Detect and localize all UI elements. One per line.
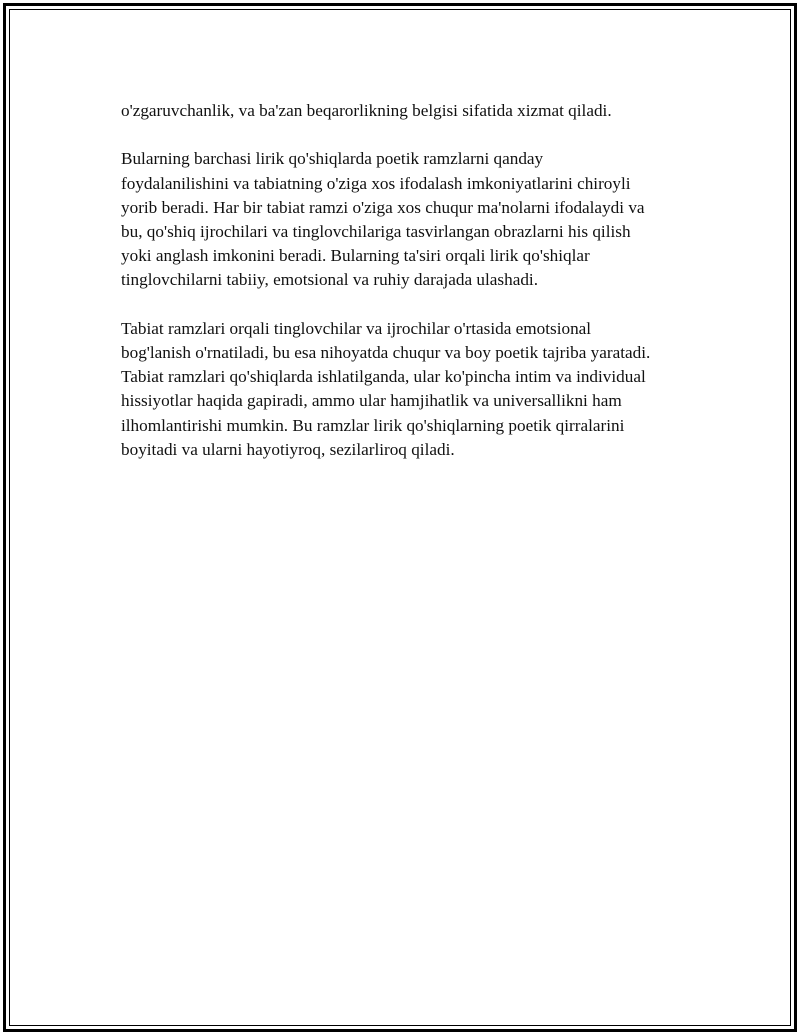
text-line: tinglovchilarni tabiiy, emotsional va ruhiy darajada ulashadi. <box>121 270 538 290</box>
text-line: yoki anglash imkonini beradi. Bularning ta'siri orqali lirik qo'shiqlar <box>121 246 590 266</box>
paragraph-3 <box>121 317 701 462</box>
text-line: foydalanilishini va tabiatning o'ziga xos ifodalash imkoniyatlarini chiroyli <box>121 173 631 193</box>
text-line: Tabiat ramzlari qo'shiqlarda ishlatilganda, ular ko'pincha intim va individual <box>121 367 646 387</box>
page-border <box>3 3 797 1032</box>
text-line: bu, qo'shiq ijrochilari va tinglovchilariga tasvirlangan obrazlarni his qilish <box>121 222 631 241</box>
text-line: hissiyotlar haqida gapiradi, ammo ular hamjihatlik va universallikni ham <box>121 391 622 411</box>
document-body <box>121 99 701 486</box>
paragraph-2 <box>121 147 701 292</box>
text-line: boyitadi va ularni hayotiyroq, sezilarliroq qiladi. <box>121 439 455 459</box>
text-line: Bularning barchasi lirik qo'shiqlarda poetik ramzlarni qanday <box>121 149 544 169</box>
paragraph-1 <box>121 99 701 123</box>
text-line: yorib beradi. Har bir tabiat ramzi o'ziga xos chuqur ma'nolarni ifodalaydi va <box>121 197 645 217</box>
text-line: bog'lanish o'rnatiladi, bu esa nihoyatda chuqur va boy poetik tajriba yaratadi. <box>121 343 651 362</box>
text-line: ilhomlantirishi mumkin. Bu ramzlar lirik qo'shiqlarning poetik qirralarini <box>121 415 625 435</box>
text-line: o'zgaruvchanlik, va ba'zan beqarorlikning belgisi sifatida xizmat qiladi. <box>121 101 612 120</box>
text-line: Tabiat ramzlari orqali tinglovchilar va ijrochilar o'rtasida emotsional <box>121 318 592 338</box>
